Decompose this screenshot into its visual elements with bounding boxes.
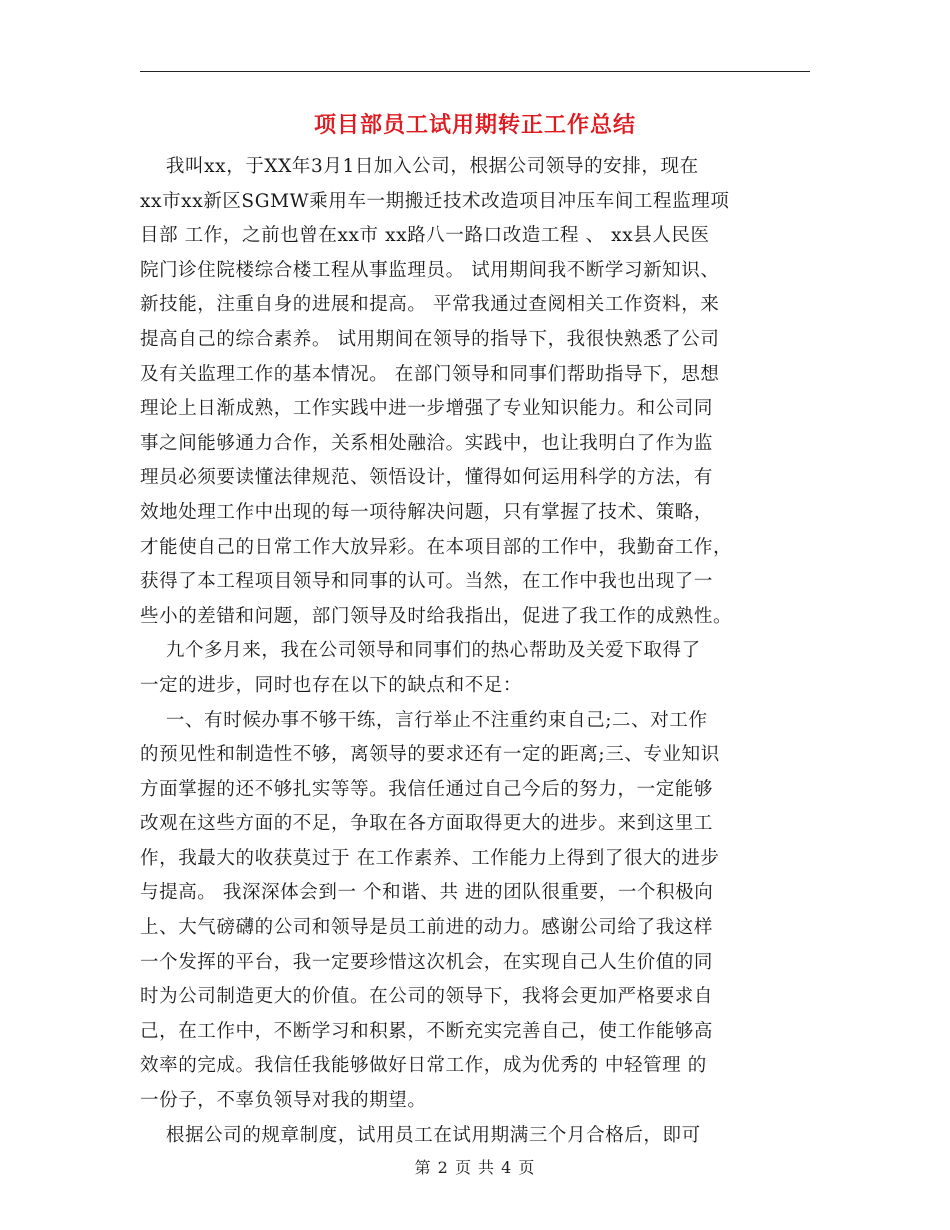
text-line: 与提高。 我深深体会到一 个和谐、共 进的团队很重要，一个积极向 [140, 882, 714, 904]
text-line: 我叫xx，于XX年3月1日加入公司，根据公司领导的安排，现在 [140, 156, 699, 177]
text-line: 己，在工作中，不断学习和积累，不断充实完善自己，使工作能够高 [140, 1020, 714, 1042]
text-line: 根据公司的规章制度，试用员工在试用期满三个月合格后，即可 [140, 1124, 701, 1146]
text-line: 一份子，不辜负领导对我的期望。 [140, 1090, 427, 1112]
text-line: 及有关监理工作的基本情况。 在部门领导和同事们帮助指导下，思想 [140, 363, 720, 385]
text-line: 效地处理工作中出现的每一项待解决问题，只有掌握了技术、策略， [140, 501, 714, 523]
text-line: xx市xx新区SGMW乘用车一期搬迁技术改造项目冲压车间工程监理项 [140, 190, 730, 212]
text-line: 理员必须要读懂法律规范、领悟设计，懂得如何运用科学的方法，有 [140, 467, 714, 489]
page-footer: 第 2 页 共 4 页 [414, 1158, 536, 1177]
text-line: 些小的差错和问题，部门领导及时给我指出，促进了我工作的成熟性。 [140, 605, 733, 627]
text-line: 作，我最大的收获莫过于 在工作素养、工作能力上得到了很大的进步 [140, 847, 720, 869]
header-rule [140, 71, 810, 72]
text-line: 提高自己的综合素养。 试用期间在领导的指导下，我很快熟悉了公司 [140, 328, 720, 350]
text-line: 九个多月来，我在公司领导和同事们的热心帮助及关爱下取得了 [140, 640, 701, 662]
document-title: 项目部员工试用期转正工作总结 [313, 113, 636, 138]
text-line: 才能使自己的日常工作大放异彩。在本项目部的工作中，我勤奋工作， [140, 536, 733, 558]
text-line: 事之间能够通力合作，关系相处融洽。实践中，也让我明白了作为监 [140, 432, 714, 454]
text-line: 方面掌握的还不够扎实等等。我信任通过自己今后的努力，一定能够 [140, 778, 714, 800]
text-line: 一定的进步，同时也存在以下的缺点和不足： [140, 674, 523, 696]
text-line: 时为公司制造更大的价值。在公司的领导下，我将会更加严格要求自 [140, 986, 714, 1008]
text-line: 理论上日渐成熟，工作实践中进一步增强了专业知识能力。和公司同 [140, 398, 714, 420]
text-line: 的预见性和制造性不够，离领导的要求还有一定的距离;三、专业知识 [140, 744, 720, 766]
text-line: 改观在这些方面的不足，争取在各方面取得更大的进步。来到这里工 [140, 813, 714, 835]
text-line: 一、有时候办事不够干练，言行举止不注重约束自己;二、对工作 [140, 709, 708, 731]
text-line: 上、大气磅礴的公司和领导是员工前进的动力。感谢公司给了我这样 [140, 917, 714, 939]
text-line: 一个发挥的平台，我一定要珍惜这次机会，在实现自己人生价值的同 [140, 951, 714, 973]
text-line: 新技能，注重自身的进展和提高。 平常我通过查阅相关工作资料，来 [140, 294, 720, 316]
text-line: 效率的完成。我信任我能够做好日常工作，成为优秀的 中轻管理 的 [140, 1055, 707, 1077]
text-line: 目部 工作，之前也曾在xx市 xx路八一路口改造工程 、 xx县人民医 [140, 225, 710, 247]
document-body [140, 150, 805, 1153]
text-line: 获得了本工程项目领导和同事的认可。当然，在工作中我也出现了一 [140, 571, 714, 593]
text-line: 院门诊住院楼综合楼工程从事监理员。 试用期间我不断学习新知识、 [140, 259, 720, 281]
